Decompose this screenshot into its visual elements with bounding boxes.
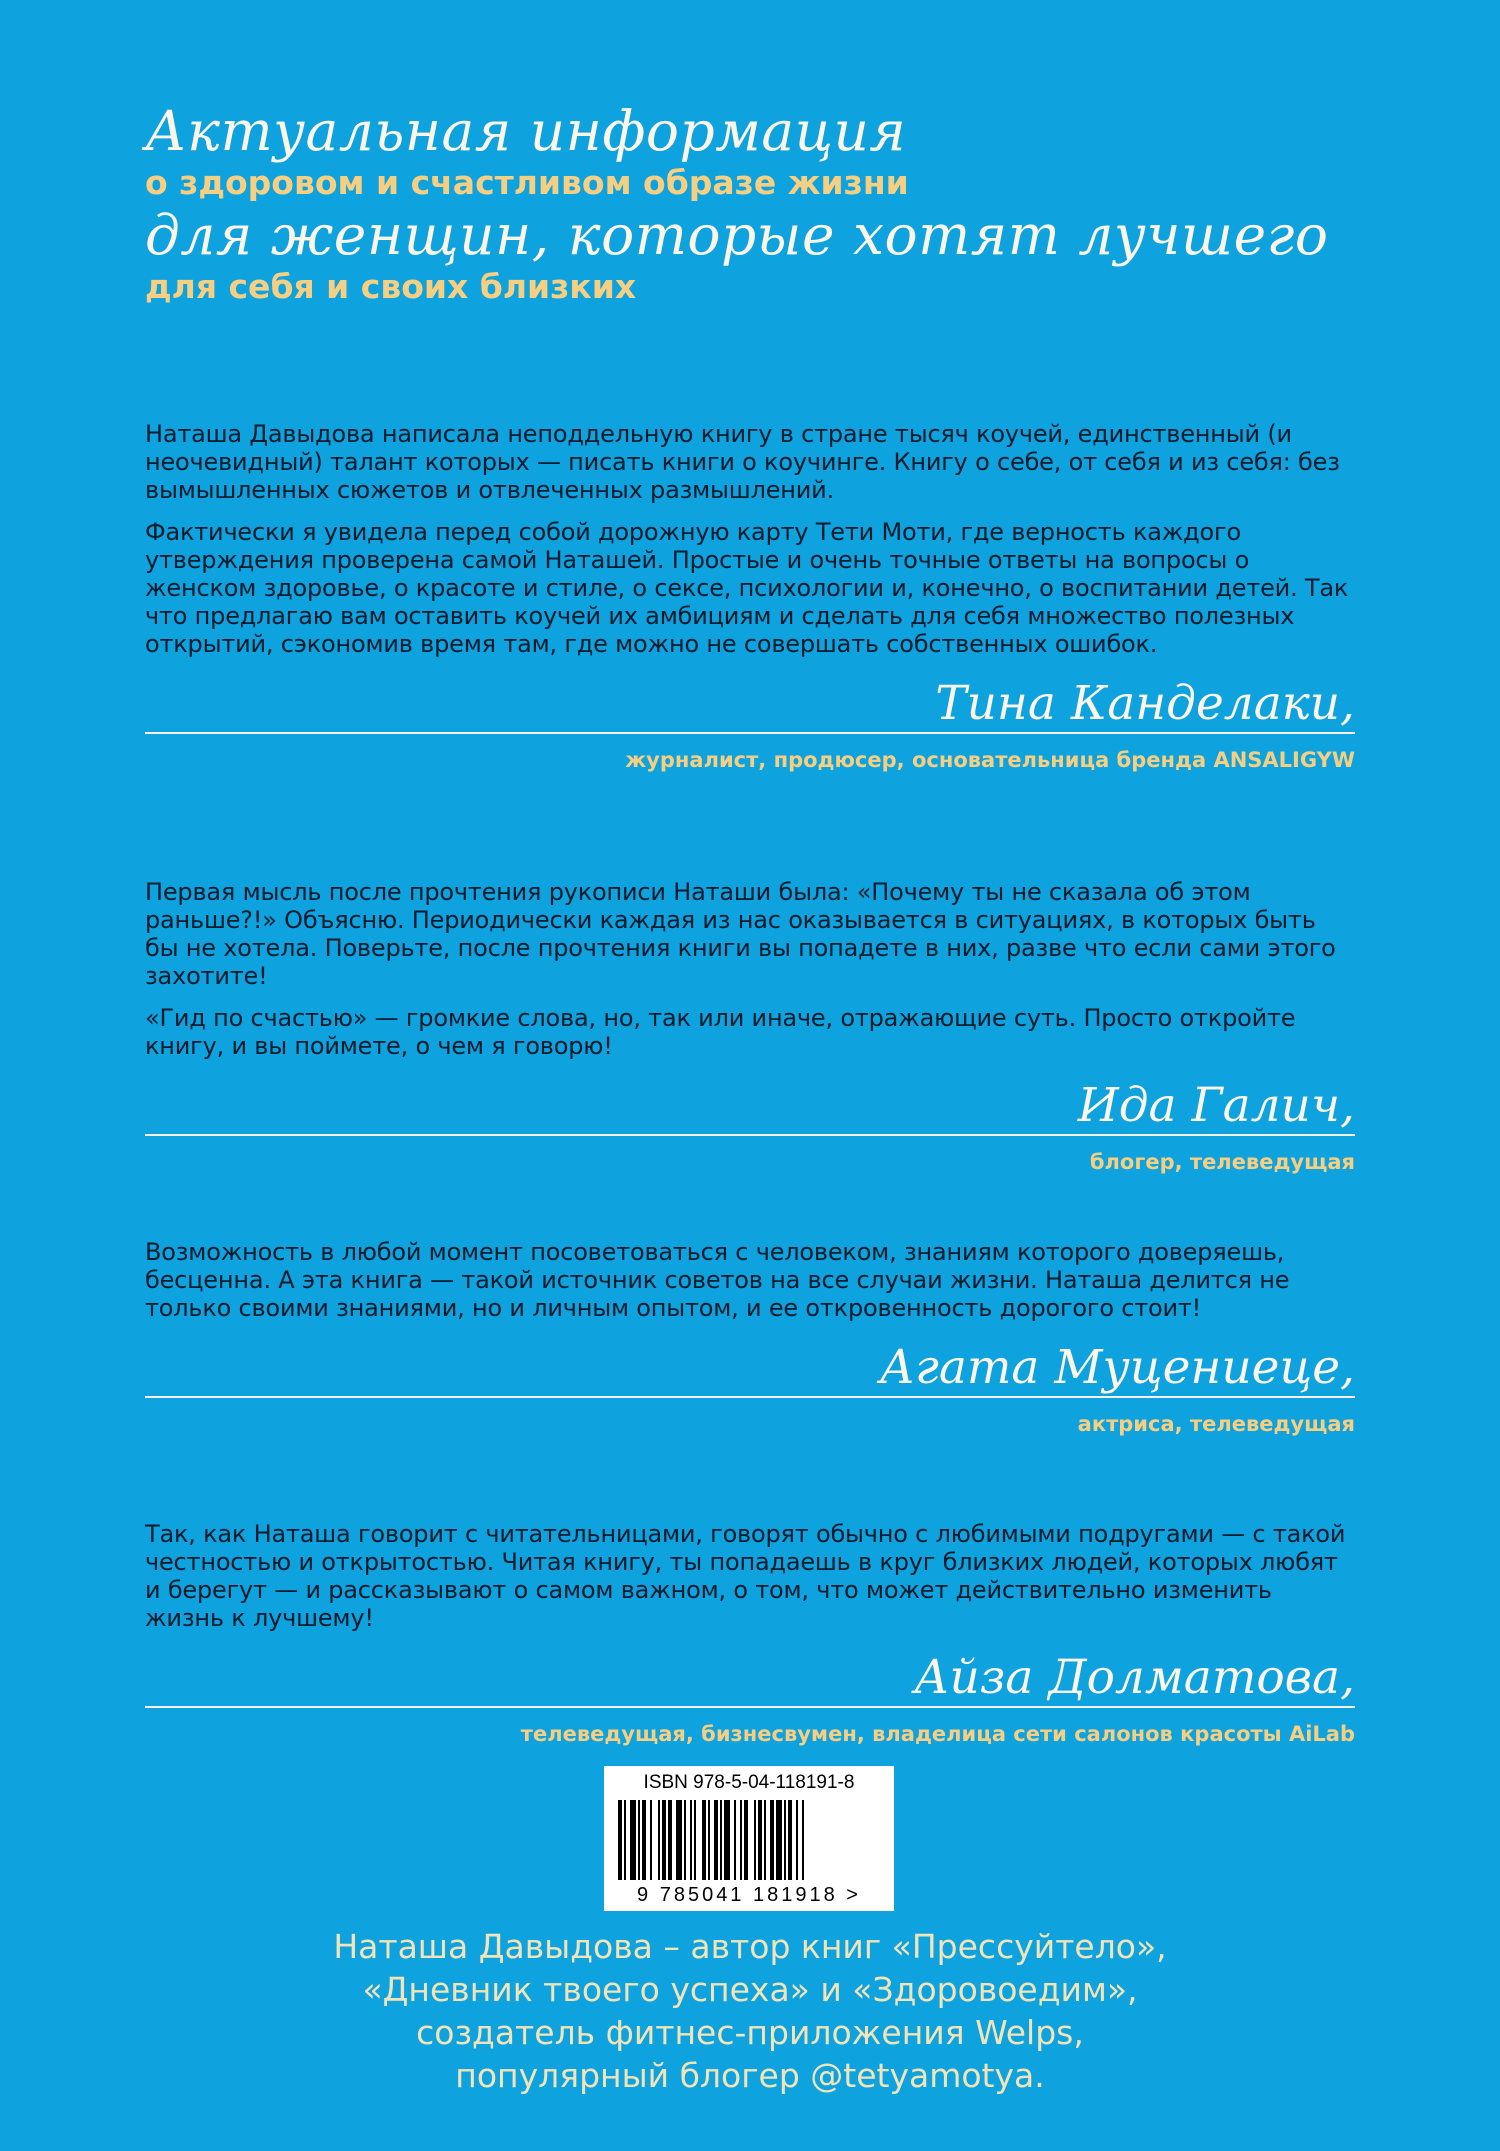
barcode-bar bbox=[630, 1800, 636, 1880]
barcode-bar bbox=[720, 1800, 722, 1880]
headline-line-3: для женщин, которые хотят лучшего bbox=[145, 203, 1329, 267]
review-paragraph: Фактически я увидела перед собой дорожную карту Тети Моти, где верность каждого утверждения проверена самой Наташей. Простые и очень точные ответы на вопросы о женском здоровье, о красоте и стиле, о сексе, психологии и, конечно, о воспитании детей. Так что предлагаю вам оставить коучей их амбициям и сделать для себя множество полезных открытий, сэкономив время там, где можно не совершать собственных ошибок. bbox=[145, 518, 1349, 658]
barcode-bar bbox=[650, 1800, 652, 1880]
isbn-barcode bbox=[604, 1766, 894, 1911]
review-signature bbox=[145, 672, 1355, 734]
review-author-role: актриса, телеведущая bbox=[1077, 1412, 1355, 1436]
review-author: Ида Галич, bbox=[1060, 1078, 1355, 1134]
review-quote bbox=[145, 1520, 1355, 1632]
barcode-bar bbox=[668, 1800, 672, 1880]
barcode-bar bbox=[684, 1800, 686, 1880]
review-signature bbox=[145, 1336, 1355, 1398]
cover-headline bbox=[145, 100, 1365, 308]
barcode-bar bbox=[662, 1800, 666, 1880]
author-bio-line: создатель фитнес-приложения Welps, bbox=[416, 2013, 1084, 2052]
barcode-bar bbox=[714, 1800, 718, 1880]
review-3 bbox=[145, 1238, 1355, 1438]
barcode-bar bbox=[618, 1800, 622, 1880]
barcode-bar bbox=[734, 1800, 736, 1880]
review-paragraph: Так, как Наташа говорит с читательницами, говорят обычно с любимыми подругами — с такой честностью и открытостью. Читая книгу, ты попадаешь в круг близких людей, которых любят и берегут — и рассказывают о самом важном, о том, что может действительно изменить жизнь к лучшему! bbox=[145, 1520, 1346, 1632]
review-quote bbox=[145, 420, 1355, 658]
barcode-bar bbox=[702, 1800, 706, 1880]
review-paragraph: «Гид по счастью» — громкие слова, но, так или иначе, отражающие суть. Просто откройте книгу, и вы поймете, о чем я говорю! bbox=[145, 1004, 1296, 1060]
signature-line bbox=[145, 1134, 1355, 1136]
review-paragraph: Возможность в любой момент посоветоваться с человеком, знаниям которого доверяешь, бесценна. А эта книга — такой источник советов на все случаи жизни. Наташа делится не только своими знаниями, но и личным опытом, и ее откровенность дорогого стоит! bbox=[145, 1238, 1290, 1322]
headline-line-2: о здоровом и счастливом образе жизни bbox=[145, 163, 909, 202]
headline-line-4: для себя и своих близких bbox=[145, 267, 637, 306]
review-author-role: журналист, продюсер, основательница бренда ANSALIGYW bbox=[625, 748, 1355, 772]
review-quote bbox=[145, 1238, 1355, 1322]
review-author-role: блогер, телеведущая bbox=[1089, 1150, 1355, 1174]
review-paragraph: Наташа Давыдова написала неподдельную книгу в стране тысяч коучей, единственный (и неочевидный) талант которых — писать книги о коучинге. Книгу о себе, от себя и из себя: без вымышленных сюжетов и отвлеченных размышлений. bbox=[145, 420, 1340, 504]
barcode-bar bbox=[624, 1800, 626, 1880]
review-1 bbox=[145, 420, 1355, 774]
barcode-bar bbox=[690, 1800, 692, 1880]
barcode-bar bbox=[758, 1800, 762, 1880]
barcode-bar bbox=[802, 1800, 804, 1880]
barcode-bar bbox=[776, 1800, 782, 1880]
barcode-bar bbox=[724, 1800, 730, 1880]
barcode-bar bbox=[796, 1800, 798, 1880]
author-bio-line: популярный блогер @tetyamotya. bbox=[455, 2056, 1045, 2095]
barcode-bar bbox=[642, 1800, 646, 1880]
barcode-bar bbox=[638, 1800, 640, 1880]
barcode-bar bbox=[740, 1800, 742, 1880]
barcode-bar bbox=[784, 1800, 786, 1880]
signature-line bbox=[145, 1396, 1355, 1398]
author-bio-line: Наташа Давыдова – автор книг «Прессуйтело», bbox=[333, 1927, 1167, 1966]
barcode-bar bbox=[764, 1800, 766, 1880]
author-bio-line: «Дневник твоего успеха» и «Здоровоедим», bbox=[362, 1970, 1138, 2009]
review-author: Тина Канделаки, bbox=[917, 676, 1355, 732]
barcode-bar bbox=[658, 1800, 660, 1880]
author-bio bbox=[0, 1925, 1500, 2097]
barcode-bar bbox=[754, 1800, 756, 1880]
barcode-digits: 9 785041 181918 > bbox=[637, 1884, 861, 1906]
review-author: Агата Муцениеце, bbox=[862, 1340, 1356, 1396]
review-author: Айза Долматова, bbox=[896, 1650, 1355, 1706]
review-author-role: телеведущая, бизнесвумен, владелица сети салонов красоты AiLab bbox=[520, 1722, 1355, 1746]
review-4 bbox=[145, 1520, 1355, 1748]
review-2 bbox=[145, 878, 1355, 1176]
review-signature bbox=[145, 1074, 1355, 1136]
barcode-bar bbox=[708, 1800, 710, 1880]
barcode-bar bbox=[676, 1800, 682, 1880]
barcode-bar bbox=[788, 1800, 792, 1880]
barcode-bar bbox=[694, 1800, 696, 1880]
signature-line bbox=[145, 732, 1355, 734]
review-quote bbox=[145, 878, 1355, 1060]
review-signature bbox=[145, 1646, 1355, 1708]
barcode-icon bbox=[614, 1800, 884, 1880]
signature-line bbox=[145, 1706, 1355, 1708]
barcode-bar bbox=[770, 1800, 774, 1880]
barcode-bar bbox=[744, 1800, 748, 1880]
review-paragraph: Первая мысль после прочтения рукописи Наташи была: «Почему ты не сказала об этом раньше?!» Объясню. Периодически каждая из нас оказывается в ситуациях, в которых быть бы не хотела. Поверьте, после прочтения книги вы попадете в них, разве что если сами этого захотите! bbox=[145, 878, 1336, 990]
headline-line-1: Актуальная информация bbox=[145, 99, 907, 163]
isbn-label: ISBN 978-5-04-118191-8 bbox=[643, 1772, 855, 1793]
